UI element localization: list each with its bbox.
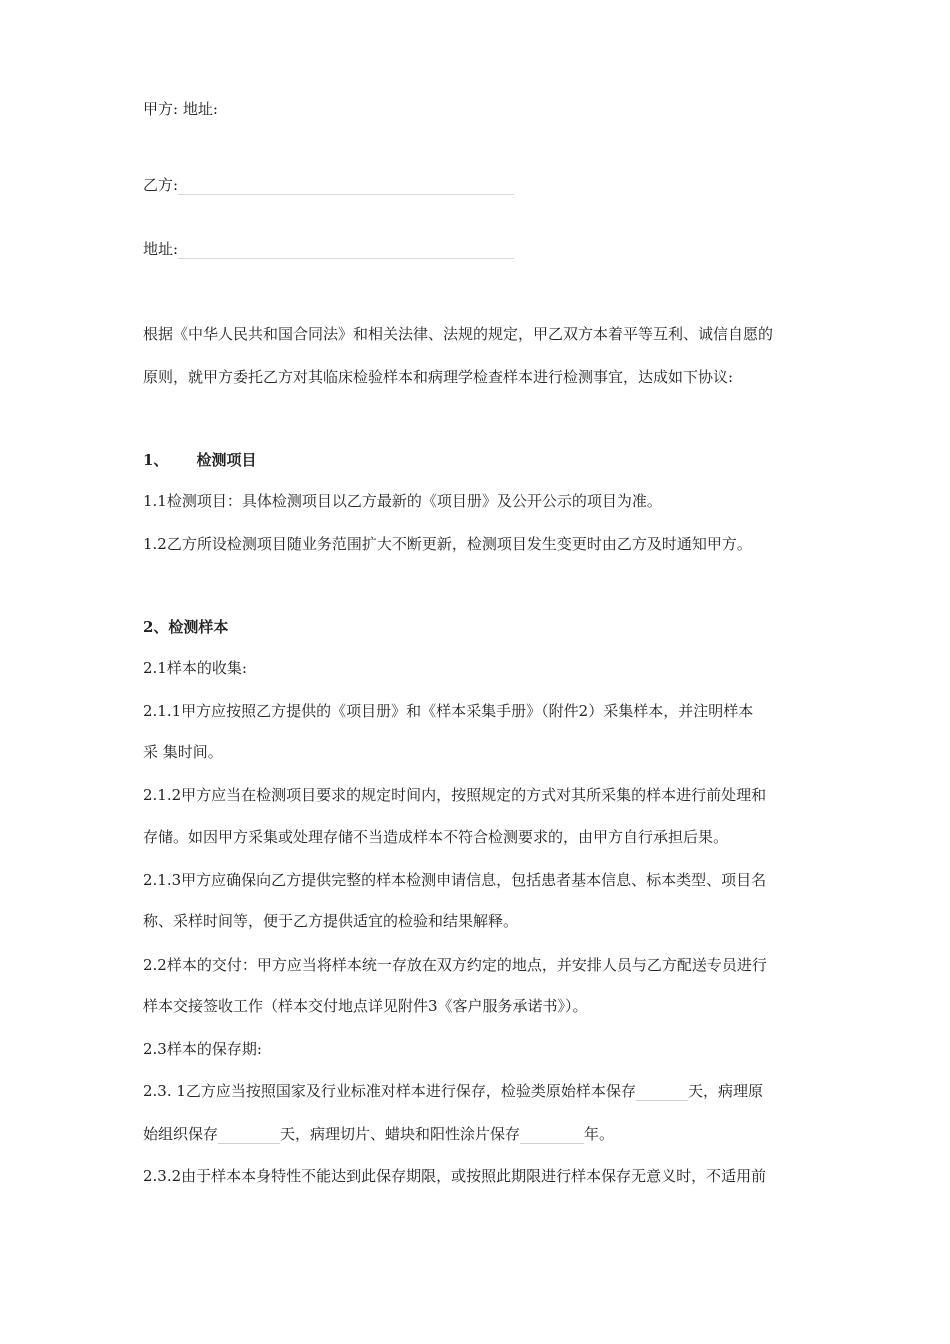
clause-1-2: 1.2乙方所设检测项目随业务范围扩大不断更新，检测项目发生变更时由乙方及时通知甲方。 bbox=[143, 535, 752, 553]
clause-2-3-1-text-b: 天，病理原 bbox=[687, 1082, 763, 1100]
party-b-label: 乙方: bbox=[143, 176, 179, 194]
clause-2-1: 2.1样本的收集: bbox=[143, 659, 247, 677]
party-b-field[interactable] bbox=[178, 176, 514, 195]
clause-2-1-1-line-2: 采 集时间。 bbox=[143, 743, 223, 761]
party-b-line bbox=[143, 175, 514, 195]
address-line bbox=[143, 239, 514, 259]
tissue-days-blank[interactable] bbox=[218, 1127, 280, 1144]
clause-2-2-line-1: 2.2样本的交付：甲方应当将样本统一存放在双方约定的地点，并安排人员与乙方配送专员进行 bbox=[143, 956, 767, 974]
section-1-number: 1、 bbox=[143, 451, 169, 469]
clause-2-3-1-text-a: 2.3. 1乙方应当按照国家及行业标准对样本进行保存，检验类原始样本保存 bbox=[143, 1082, 636, 1100]
clause-2-1-1-line-1: 2.1.1甲方应按照乙方提供的《项目册》和《样本采集手册》（附件2）采集样本，并注明样本 bbox=[143, 702, 754, 720]
intro-line-2: 原则，就甲方委托乙方对其临床检验样本和病理学检查样本进行检测事宜，达成如下协议: bbox=[143, 368, 734, 386]
clause-1-1: 1.1检测项目：具体检测项目以乙方最新的《项目册》及公开公示的项目为准。 bbox=[143, 492, 662, 510]
clause-2-3: 2.3样本的保存期: bbox=[143, 1040, 262, 1058]
address-label: 地址: bbox=[143, 240, 179, 258]
clause-2-3-1-text-e: 年。 bbox=[584, 1125, 615, 1143]
intro-line-1: 根据《中华人民共和国合同法》和相关法律、法规的规定，甲乙双方本着平等互利、诚信自愿的 bbox=[143, 325, 774, 343]
clause-2-1-2-line-1: 2.1.2甲方应当在检测项目要求的规定时间内，按照规定的方式对其所采集的样本进行前处理和 bbox=[143, 786, 767, 804]
clause-2-1-3-line-1: 2.1.3甲方应确保向乙方提供完整的样本检测申请信息，包括患者基本信息、标本类型、项目名 bbox=[143, 871, 767, 889]
clause-2-3-2-line-1: 2.3.2由于样本本身特性不能达到此保存期限，或按照此期限进行样本保存无意义时，不适用前 bbox=[143, 1167, 767, 1185]
clause-2-1-2-line-2: 存储。如因甲方采集或处理存储不当造成样本不符合检测要求的，由甲方自行承担后果。 bbox=[143, 828, 729, 846]
clause-2-3-1-text-d: 天，病理切片、蜡块和阳性涂片保存 bbox=[280, 1125, 521, 1143]
clause-2-3-1-text-c: 始组织保存 bbox=[143, 1125, 219, 1143]
section-1-heading bbox=[143, 450, 256, 470]
section-2-heading: 2、检测样本 bbox=[143, 618, 229, 636]
clause-2-3-1-line-2 bbox=[143, 1124, 614, 1144]
clause-2-3-1-line-1 bbox=[143, 1081, 763, 1101]
section-1-title: 检测项目 bbox=[196, 451, 257, 469]
clause-2-1-3-line-2: 称、采样时间等，便于乙方提供适宜的检验和结果解释。 bbox=[143, 912, 519, 930]
clause-2-2-line-2: 样本交接签收工作（样本交付地点详见附件3《客户服务承诺书》）。 bbox=[143, 997, 588, 1015]
party-a-line: 甲方: 地址: bbox=[143, 100, 218, 118]
lab-sample-days-blank[interactable] bbox=[636, 1084, 688, 1101]
slides-years-blank[interactable] bbox=[520, 1127, 584, 1144]
address-field[interactable] bbox=[178, 240, 514, 259]
